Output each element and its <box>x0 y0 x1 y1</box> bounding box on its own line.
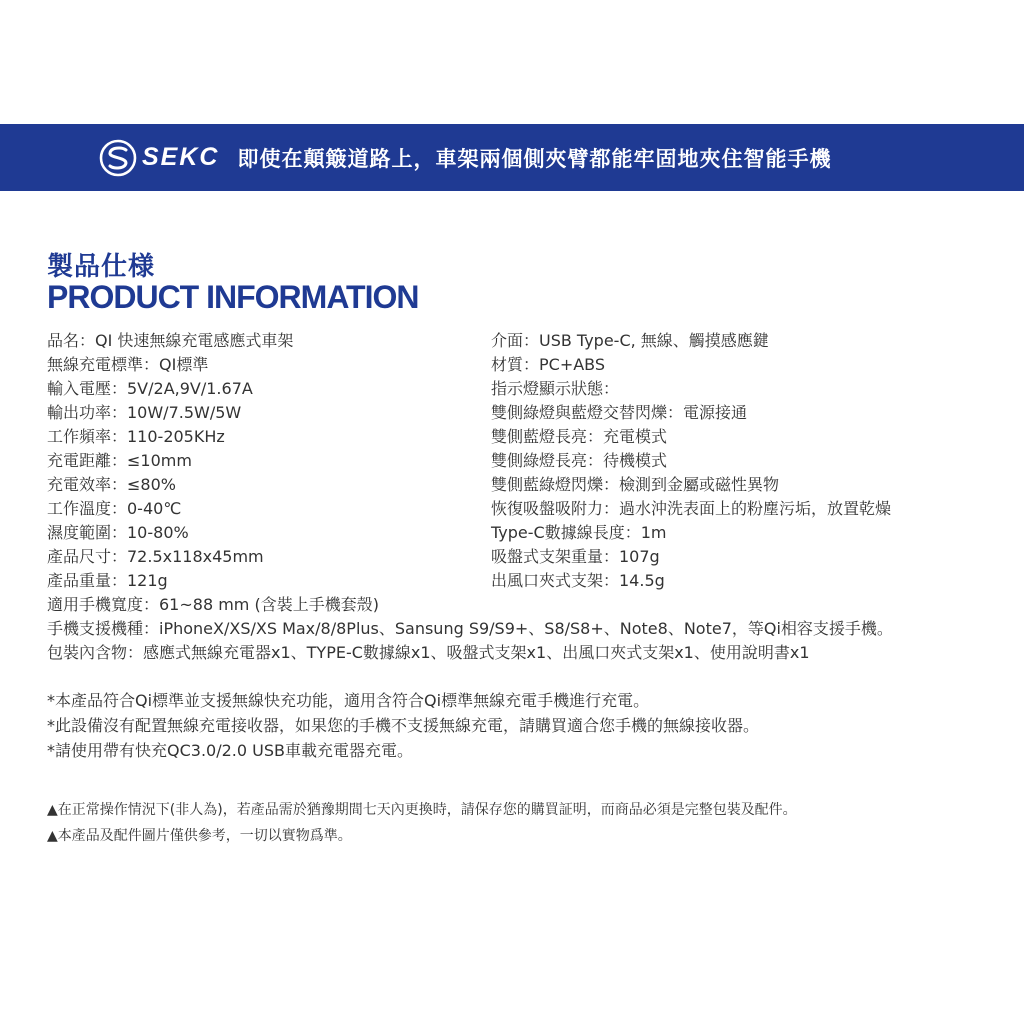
spec-item: 指示燈顯示狀態： <box>491 379 620 398</box>
spec-item: 雙側藍燈長亮：充電模式 <box>491 427 668 446</box>
note-item: *請使用帶有快充QC3.0/2.0 USB車載充電器充電。 <box>47 741 413 760</box>
spec-item: 充電距離：≤10mm <box>47 451 192 470</box>
warning-item: ▲本產品及配件圖片僅供參考，一切以實物爲準。 <box>47 828 352 844</box>
warning-item: ▲在正常操作情況下(非人為)，若產品需於猶豫期間七天內更換時，請保存您的購買証明，而商品必須是完整包裝及配件。 <box>47 802 797 818</box>
spec-item: 恢復吸盤吸附力：過水沖洗表面上的粉塵污垢，放置乾燥 <box>491 499 892 518</box>
header-banner <box>0 124 1024 191</box>
title-chinese: 製品仕様 <box>47 252 156 282</box>
spec-item: 吸盤式支架重量：107g <box>491 547 660 566</box>
spec-item: 材質：PC+ABS <box>491 355 606 374</box>
spec-item: 濕度範圍：10-80% <box>47 523 189 542</box>
spec-item: 充電效率：≤80% <box>47 475 176 494</box>
spec-item: 出風口夾式支架：14.5g <box>491 571 665 590</box>
specs-right-column <box>491 329 891 593</box>
spec-item: Type-C數據線長度：1m <box>491 523 667 542</box>
spec-item: 產品重量：121g <box>47 571 168 590</box>
title-english: PRODUCT INFORMATION <box>47 279 419 315</box>
sekc-logo-icon <box>98 138 138 178</box>
spec-supported-models: 手機支援機種：iPhoneX/XS/XS Max/8/8Plus、Sansung S9/S9+、S8/S8+、Note8、Note7，等Qi相容支援手機。 <box>47 619 893 638</box>
spec-item: 無線充電標準：QI標準 <box>47 355 209 374</box>
spec-item: 輸入電壓：5V/2A,9V/1.67A <box>47 379 253 398</box>
spec-item: 介面：USB Type-C, 無線、觸摸感應鍵 <box>491 331 769 350</box>
note-item: *此設備沒有配置無線充電接收器，如果您的手機不支援無線充電，請購買適合您手機的無線接收器。 <box>47 716 760 735</box>
spec-item: 產品尺寸：72.5x118x45mm <box>47 547 264 566</box>
spec-item: 工作溫度：0-40℃ <box>47 499 182 518</box>
note-item: *本產品符合Qi標準並支援無線快充功能，適用含符合Qi標準無線充電手機進行充電。 <box>47 691 650 710</box>
spec-item: 輸出功率：10W/7.5W/5W <box>47 403 242 422</box>
spec-item: 品名：QI 快速無線充電感應式車架 <box>47 331 294 350</box>
spec-package-contents: 包裝內含物：感應式無線充電器x1、TYPE-C數據線x1、吸盤式支架x1、出風口夾式支架x1、使用說明書x1 <box>47 643 810 662</box>
brand-name: SEKC <box>142 143 220 171</box>
spec-item: 工作頻率：110-205KHz <box>47 427 225 446</box>
spec-item: 雙側綠燈與藍燈交替閃爍：電源接通 <box>491 403 748 422</box>
brand-logo <box>98 138 219 178</box>
spec-item: 雙側綠燈長亮：待機模式 <box>491 451 668 470</box>
spec-item: 雙側藍綠燈閃爍：檢測到金屬或磁性異物 <box>491 475 780 494</box>
specs-left-column <box>47 329 293 593</box>
header-headline: 即使在顛簸道路上，車架兩個側夾臂都能牢固地夾住智能手機 <box>237 146 832 171</box>
warnings-section <box>47 797 797 849</box>
spec-phone-width: 適用手機寬度：61~88 mm (含裝上手機套殼) <box>47 595 379 614</box>
notes-section <box>47 688 759 763</box>
